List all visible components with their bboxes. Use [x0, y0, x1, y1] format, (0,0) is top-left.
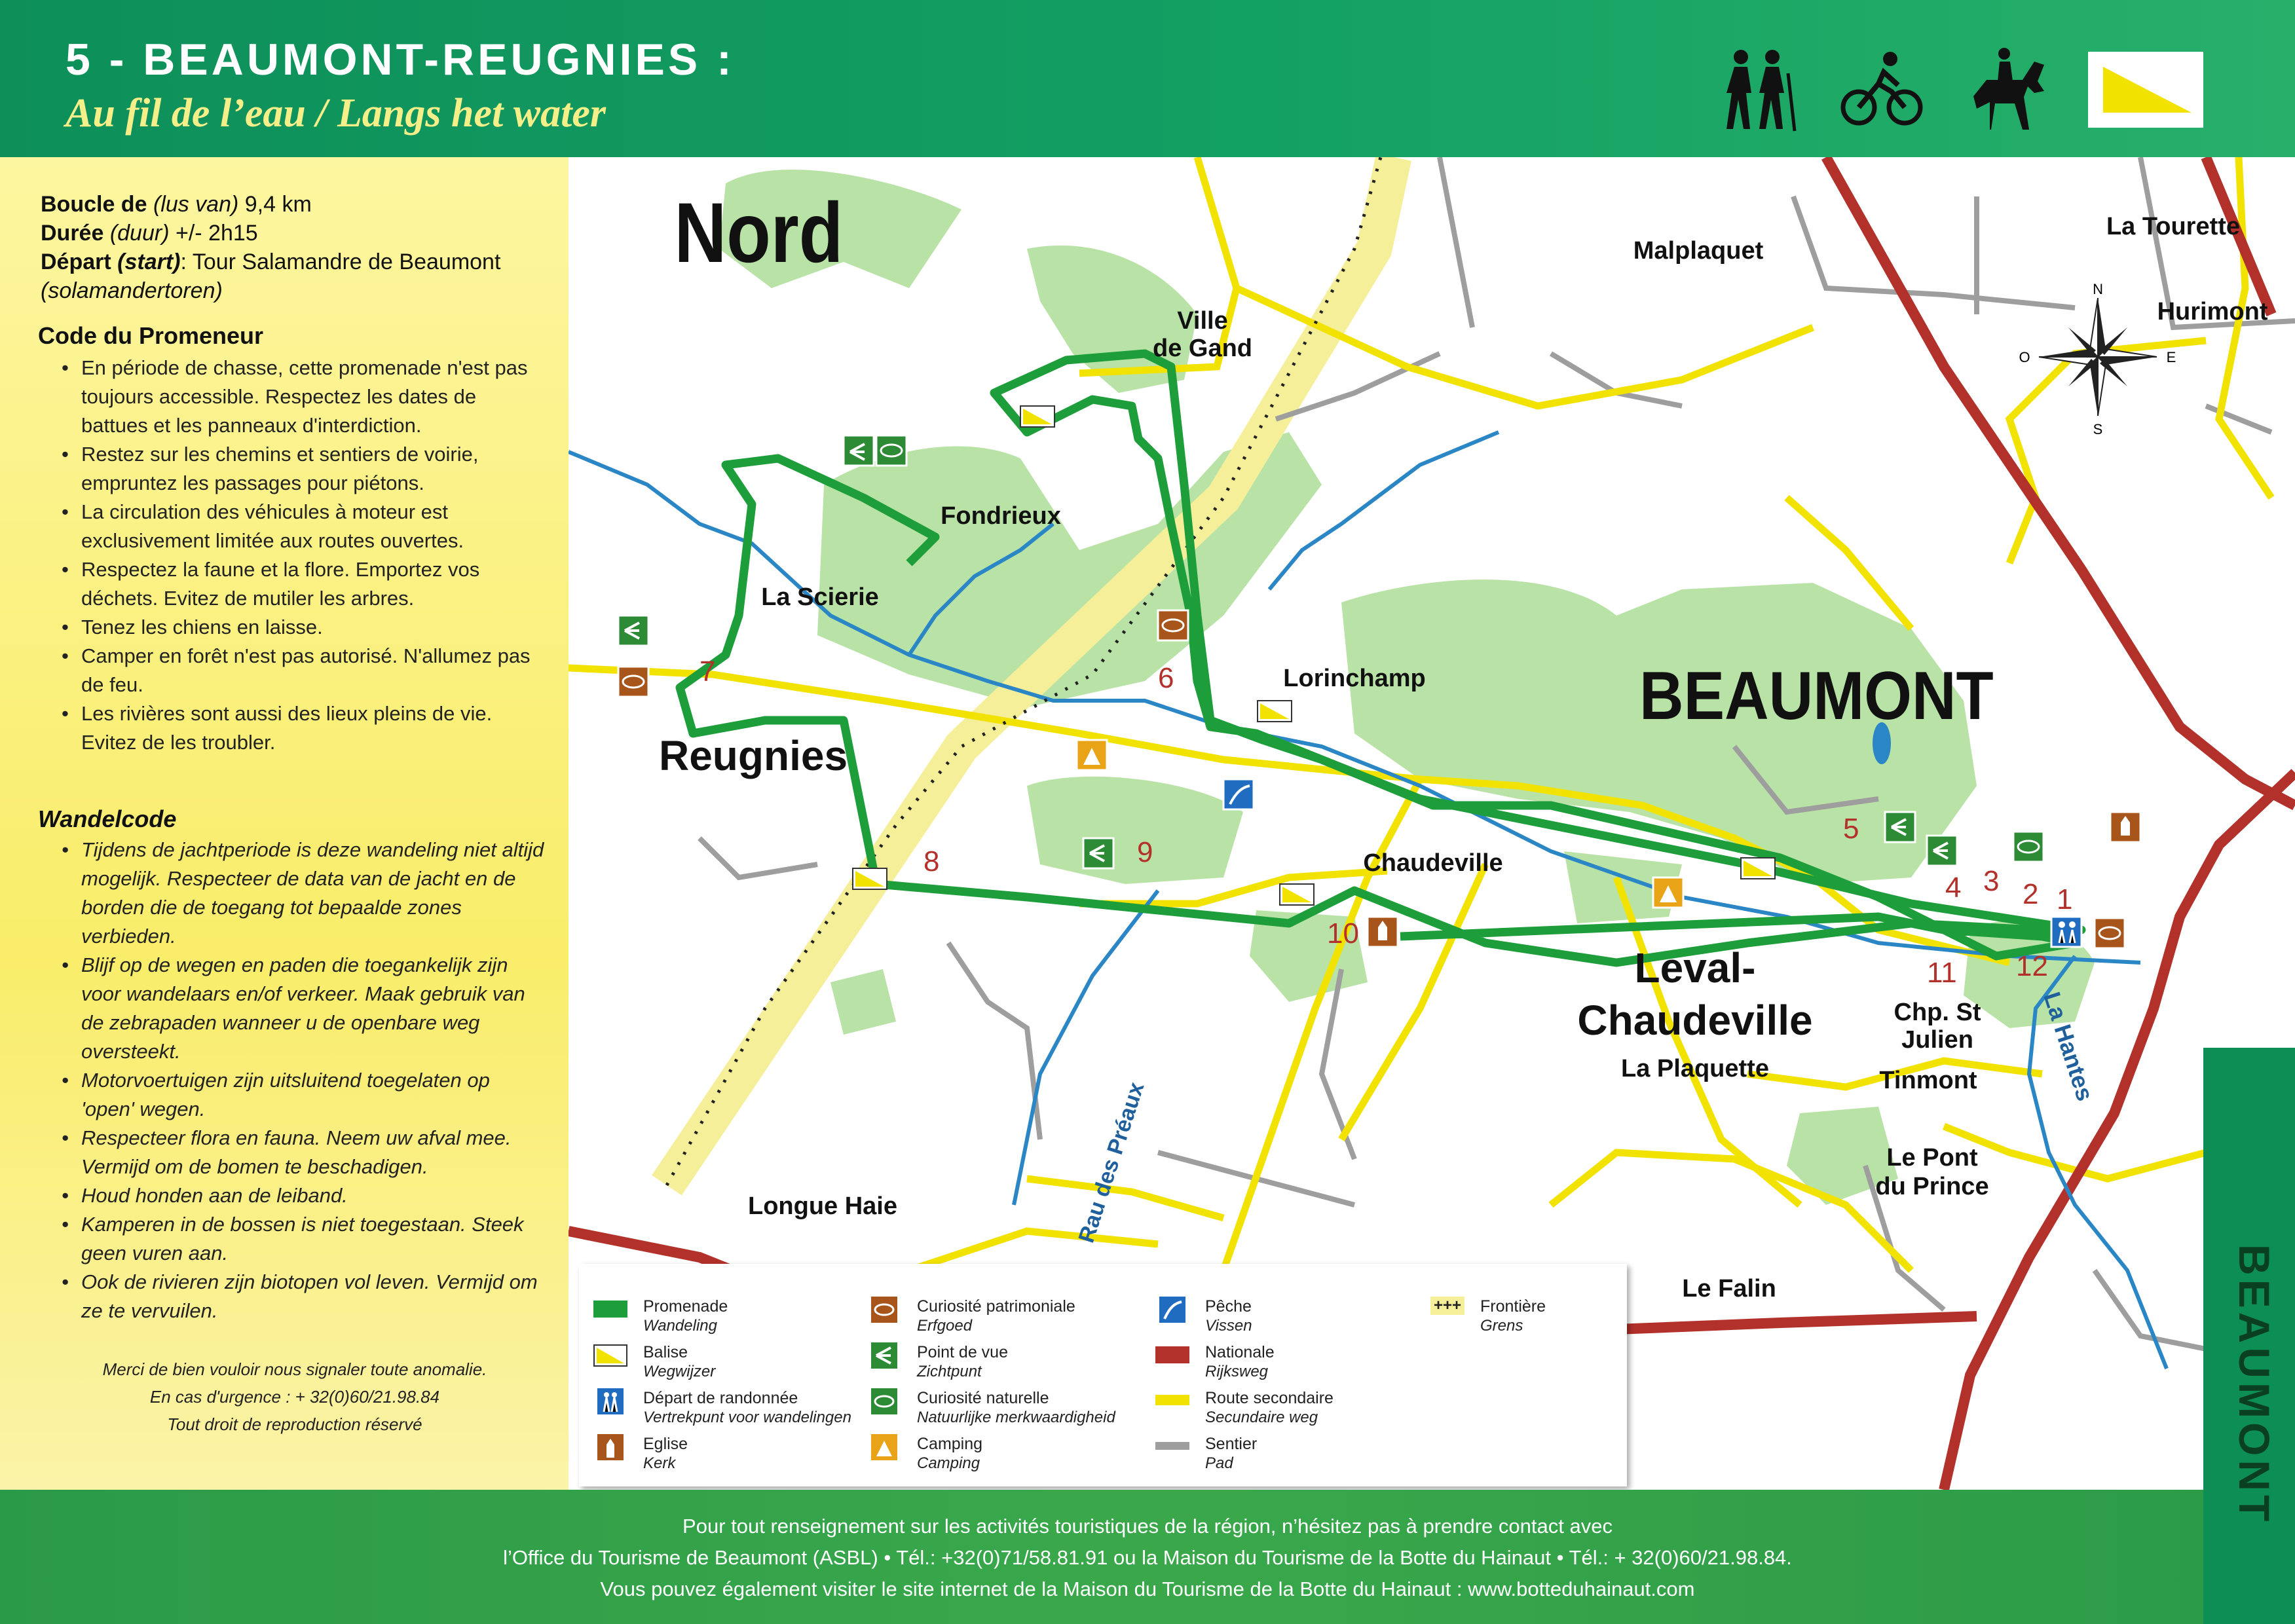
footer-line: Pour tout renseignement sur les activités touristiques de la région, n’hésitez pas à prendre contact avec: [682, 1515, 1613, 1538]
place-label: La Plaquette: [1621, 1055, 1769, 1082]
river-label: La Hantes: [2038, 988, 2099, 1105]
church-icon: [593, 1434, 627, 1460]
town-label: BEAUMONT: [1639, 657, 1994, 734]
waypoint-number: 6: [1158, 662, 1174, 694]
compass-e: E: [2166, 349, 2176, 365]
balise-icon: [593, 1342, 627, 1369]
place-label: La Tourette: [2106, 213, 2241, 240]
rule-item: • La circulation des véhicules à moteur est exclusivement limitée aux routes ouvertes.: [62, 498, 546, 555]
place-label: Le Pont: [1886, 1144, 1978, 1172]
waypoint-number: 7: [700, 655, 716, 688]
church-icon: [1368, 917, 1398, 947]
legend-promenade: Promenade Wandeling: [593, 1297, 728, 1336]
info-sidebar: [0, 157, 569, 1490]
camping-icon: [867, 1434, 901, 1460]
fishing-icon: [1223, 779, 1254, 809]
code-fr-title: Code du Promeneur: [38, 322, 264, 349]
legend-frontiere: +++ Frontière Grens: [1430, 1297, 1546, 1336]
rule-item: • Camper en forêt n'est pas autorisé. N'allumez pas de feu.: [62, 642, 546, 699]
place-label: de Gand: [1152, 335, 1253, 362]
place-label: Fondrieux: [941, 502, 1061, 530]
national-road-swatch: [1155, 1346, 1189, 1363]
waypoint-number: 12: [2016, 950, 2048, 982]
waypoint-number: 4: [1945, 872, 1962, 904]
fishing-icon: [1155, 1297, 1189, 1323]
footer-line: Vous pouvez également visiter le site internet de la Maison du Tourisme de la Botte du Hainaut : www.botteduhainaut.com: [600, 1578, 1695, 1600]
balise-icon: [1020, 406, 1054, 427]
footer-line: l’Office du Tourisme de Beaumont (ASBL) • Tél.: +32(0)71/58.81.91 ou la Maison du Tourisme de la Botte du Hainaut • Tél.: + 32(0)60/21.98.84.: [503, 1546, 1792, 1569]
rule-item: • Restez sur les chemins et sentiers de voirie, empruntez les passages pour piétons.: [62, 440, 546, 498]
rule-item: • Ook de rivieren zijn biotopen vol leven. Vermijd om ze te vervuilen.: [62, 1268, 546, 1325]
waypoint-number: 3: [1983, 865, 2000, 897]
balise-icon: [2088, 52, 2203, 128]
frontier-symbol: +++: [1430, 1297, 1465, 1315]
secondary-road-swatch: [1155, 1395, 1189, 1405]
horse-rider-icon: [1964, 47, 2049, 132]
side-tab-label: BEAUMONT: [2230, 1244, 2279, 1526]
place-label: Hurimont: [2157, 298, 2268, 325]
place-label: Ville: [1177, 307, 1228, 335]
heritage-icon: [618, 667, 648, 697]
camping-icon: [1077, 740, 1107, 770]
activity-icons: [1715, 47, 2203, 132]
compass-s: S: [2093, 421, 2103, 437]
legend-nationale: Nationale Rijksweg: [1155, 1342, 1275, 1382]
hikers-icon: [1715, 47, 1800, 132]
camping-icon: [1653, 877, 1683, 908]
waypoint-number: 8: [924, 845, 940, 877]
nature-icon: [876, 435, 906, 466]
church-icon: [2110, 812, 2140, 842]
waypoint-number: 2: [2023, 878, 2039, 910]
rule-item: • En période de chasse, cette promenade n'est pas toujours accessible. Respectez les dates de battues et les panneaux d'interdiction.: [62, 354, 546, 440]
viewpoint-icon: [618, 616, 648, 646]
place-label: Chp. St: [1894, 999, 1981, 1026]
place-label: Chaudeville: [1577, 997, 1813, 1044]
place-label: La Scierie: [761, 583, 879, 611]
place-label: Chaudeville: [1363, 849, 1503, 877]
waypoint-number: 1: [2057, 883, 2073, 915]
viewpoint-icon: [1927, 836, 1957, 866]
balise-icon: [1280, 884, 1314, 905]
rule-item: • Les rivières sont aussi des lieux pleins de vie. Evitez de les troubler.: [62, 699, 546, 757]
rule-item: • Kamperen in de bossen is niet toegestaan. Steek geen vuren aan.: [62, 1210, 546, 1268]
rule-item: • Tijdens de jachtperiode is deze wandeling niet altijd mogelijk. Respecteer de data van de jacht en de borden die de toegang tot bepaalde zones verbieden.: [62, 836, 546, 951]
side-tab: [2203, 1048, 2295, 1624]
place-label: Tinmont: [1879, 1067, 1977, 1094]
nature-icon: [2013, 832, 2043, 862]
place-label: Malplaquet: [1633, 237, 1764, 265]
north-label: Nord: [674, 185, 844, 281]
legend-balise: Balise Wegwijzer: [593, 1342, 715, 1382]
compass-o: O: [2019, 349, 2030, 365]
nature-icon: [867, 1388, 901, 1414]
waypoint-number: 10: [1327, 917, 1359, 950]
viewpoint-icon: [1885, 812, 1915, 842]
path-swatch: [1155, 1442, 1189, 1450]
viewpoint-icon: [1083, 838, 1113, 868]
legend-point-vue: Point de vue Zichtpunt: [867, 1342, 1008, 1382]
route-swatch: [593, 1301, 627, 1318]
rule-item: • Houd honden aan de leiband.: [62, 1181, 546, 1210]
map-legend: [579, 1264, 1627, 1486]
place-label: Lorinchamp: [1283, 665, 1426, 692]
code-fr-rules: [62, 354, 546, 757]
rule-item: • Motorvoertuigen zijn uitsluitend toegelaten op 'open' wegen.: [62, 1066, 546, 1124]
rule-item: • Blijf op de wegen en paden die toegankelijk zijn voor wandelaars en/of verkeer. Maak gebruik van de zebrapaden wanneer u de openbare weg oversteekt.: [62, 951, 546, 1066]
heritage-icon: [1158, 610, 1188, 640]
legend-depart: Départ de randonnée Vertrekpunt voor wandelingen: [593, 1388, 851, 1428]
rule-item: • Respecteer flora en fauna. Neem uw afval mee. Vermijd om de bomen te beschadigen.: [62, 1124, 546, 1181]
page-title: 5 - BEAUMONT-REUGNIES :: [65, 35, 735, 84]
page-subtitle: Au fil de l’eau / Langs het water: [65, 91, 606, 136]
route-info: Boucle de (lus van) 9,4 km Durée (duur) +/- 2h15 Départ (start): Tour Salamandre de Beaumont (solamandertoren): [41, 192, 501, 303]
balise-icon: [1741, 858, 1775, 879]
balise-icon: [853, 868, 887, 889]
legend-peche: Pêche Vissen: [1155, 1297, 1252, 1336]
legend-curiosite-patri: Curiosité patrimoniale Erfgoed: [867, 1297, 1075, 1336]
place-label: Leval-: [1634, 944, 1756, 991]
page-header: [0, 0, 2295, 157]
balise-icon: [1258, 701, 1292, 722]
cyclist-icon: [1839, 47, 1924, 132]
waypoint-number: 5: [1843, 813, 1859, 845]
viewpoint-icon: [867, 1342, 901, 1369]
waypoint-number: 11: [1927, 957, 1957, 989]
code-nl-rules: [62, 836, 546, 1325]
viewpoint-icon: [844, 435, 874, 466]
place-label: Longue Haie: [747, 1192, 898, 1220]
contact-note: Merci de bien vouloir nous signaler toute anomalie. En cas d'urgence : + 32(0)60/21.98.84 Tout droit de reproduction réservé: [102, 1359, 487, 1434]
page-footer: [0, 1490, 2295, 1624]
heritage-icon: [867, 1297, 901, 1323]
waypoint-number: 9: [1137, 836, 1153, 868]
compass-n: N: [2093, 281, 2103, 297]
rule-item: • Respectez la faune et la flore. Emportez vos déchets. Evitez de mutiler les arbres.: [62, 555, 546, 613]
legend-camping: Camping Camping: [867, 1434, 982, 1473]
rule-item: • Tenez les chiens en laisse.: [62, 613, 546, 642]
place-label: du Prince: [1875, 1173, 1989, 1200]
code-nl-title: Wandelcode: [38, 805, 177, 832]
legend-eglise: Eglise Kerk: [593, 1434, 688, 1473]
legend-curiosite-nat: Curiosité naturelle Natuurlijke merkwaardigheid: [867, 1388, 1115, 1428]
place-label: Le Falin: [1682, 1275, 1776, 1302]
place-label: Reugnies: [658, 732, 848, 779]
place-label: Julien: [1901, 1026, 1973, 1054]
legend-route-sec: Route secondaire Secundaire weg: [1155, 1388, 1334, 1428]
start-hikers-icon: [2051, 917, 2081, 947]
start-hikers-icon: [593, 1388, 627, 1414]
heritage-icon: [2095, 918, 2125, 948]
legend-sentier: Sentier Pad: [1155, 1434, 1257, 1473]
river-label: Rau des Préaux: [1073, 1079, 1149, 1246]
